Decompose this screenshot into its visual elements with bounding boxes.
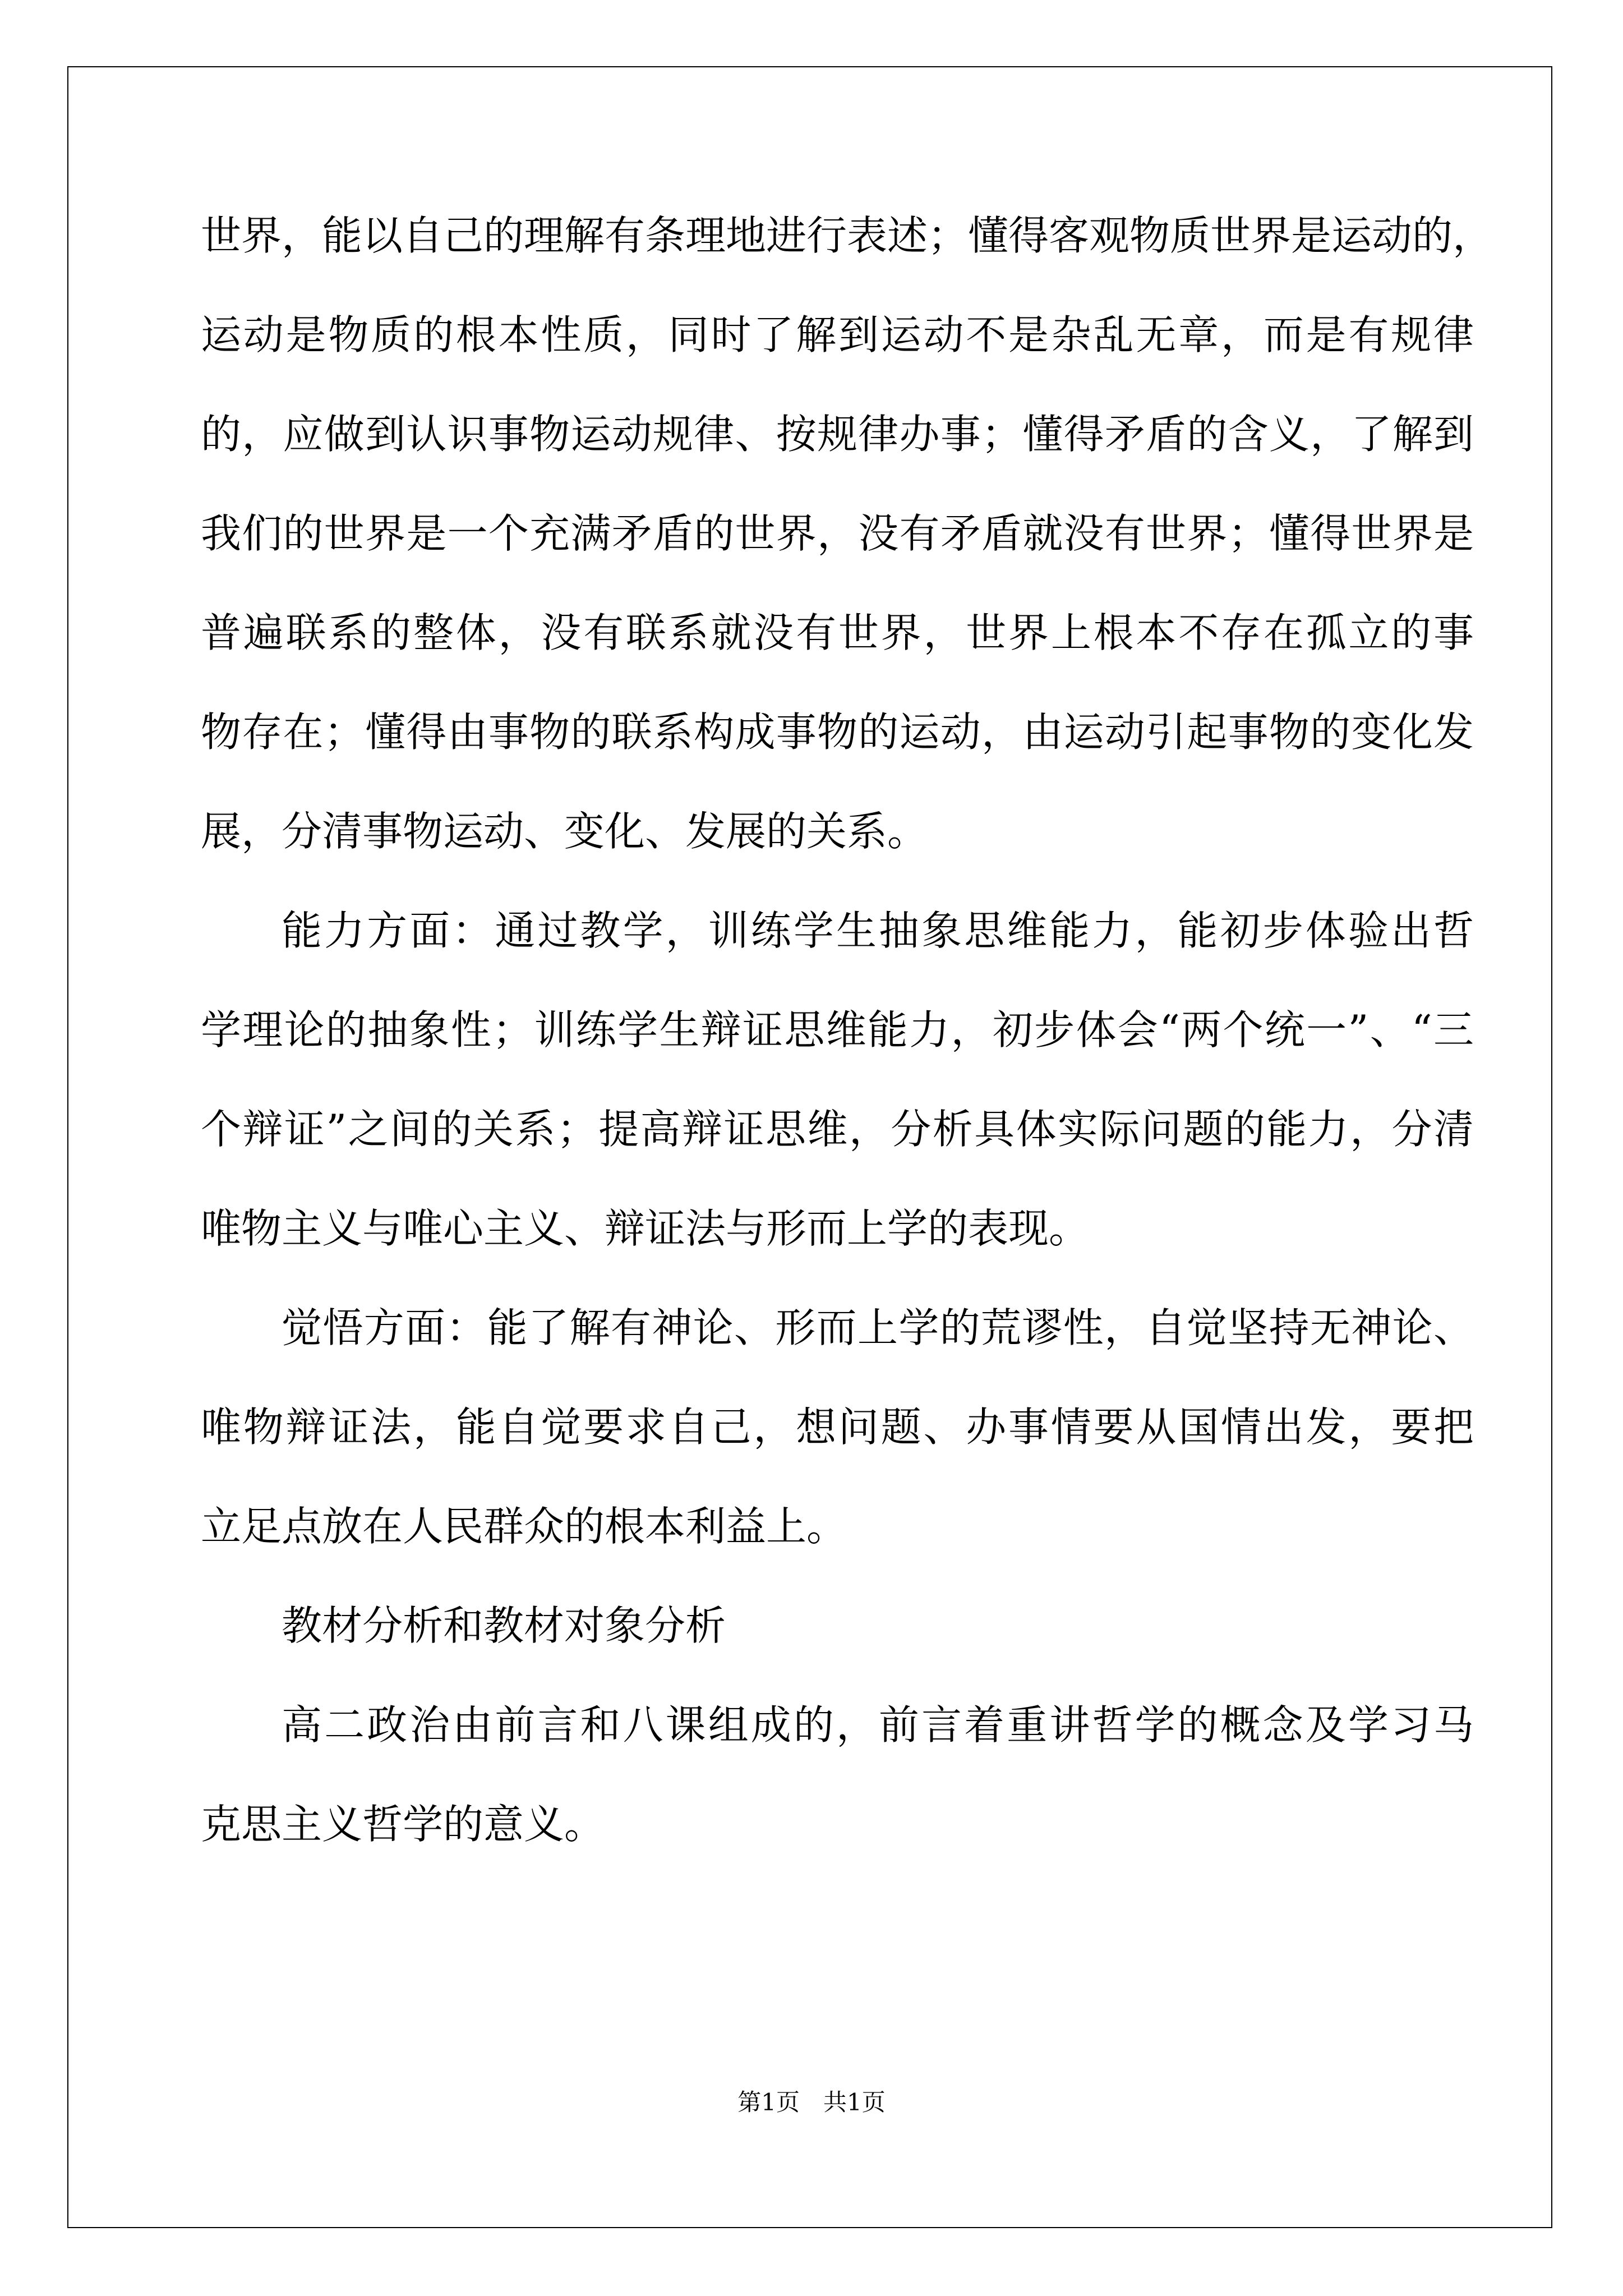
paragraph-line: 展，分清事物运动、变化、发展的关系。 [201,808,928,855]
paragraph-line: 能力方面：通过教学，训练学生抽象思维能力，能初步体验出哲 [282,907,1474,954]
section-heading: 教材分析和教材对象分析 [282,1602,726,1649]
paragraph-line: 普遍联系的整体，没有联系就没有世界，世界上根本不存在孤立的事 [201,609,1474,656]
paragraph-line: 唯物辩证法，能自觉要求自己，想问题、办事情要从国情出发，要把 [201,1404,1474,1451]
paragraph-line: 唯物主义与唯心主义、辩证法与形而上学的表现。 [201,1205,1090,1252]
paragraph-line: 个辩证”之间的关系；提高辩证思维，分析具体实际问题的能力，分清 [201,1106,1474,1153]
paragraph-line: 我们的世界是一个充满矛盾的世界，没有矛盾就没有世界；懂得世界是 [201,510,1474,557]
paragraph-line: 高二政治由前言和八课组成的，前言着重讲哲学的概念及学习马 [282,1701,1474,1749]
paragraph-line: 觉悟方面：能了解有神论、形而上学的荒谬性，自觉坚持无神论、 [282,1304,1474,1351]
paragraph-line: 物存在；懂得由事物的联系构成事物的运动，由运动引起事物的变化发 [201,708,1474,756]
paragraph-line: 立足点放在人民群众的根本利益上。 [201,1503,847,1550]
paragraph-line: 世界，能以自己的理解有条理地进行表述；懂得客观物质世界是运动的， [201,212,1493,259]
paragraph-line: 的，应做到认识事物运动规律、按规律办事；懂得矛盾的含义，了解到 [201,411,1474,458]
paragraph-line: 克思主义哲学的意义。 [201,1801,605,1848]
paragraph-line: 运动是物质的根本性质，同时了解到运动不是杂乱无章，而是有规律 [201,311,1474,358]
page-number-footer: 第1页 共1页 [737,2088,886,2116]
paragraph-line: 学理论的抽象性；训练学生辩证思维能力，初步体会“两个统一”、“三 [201,1006,1474,1053]
